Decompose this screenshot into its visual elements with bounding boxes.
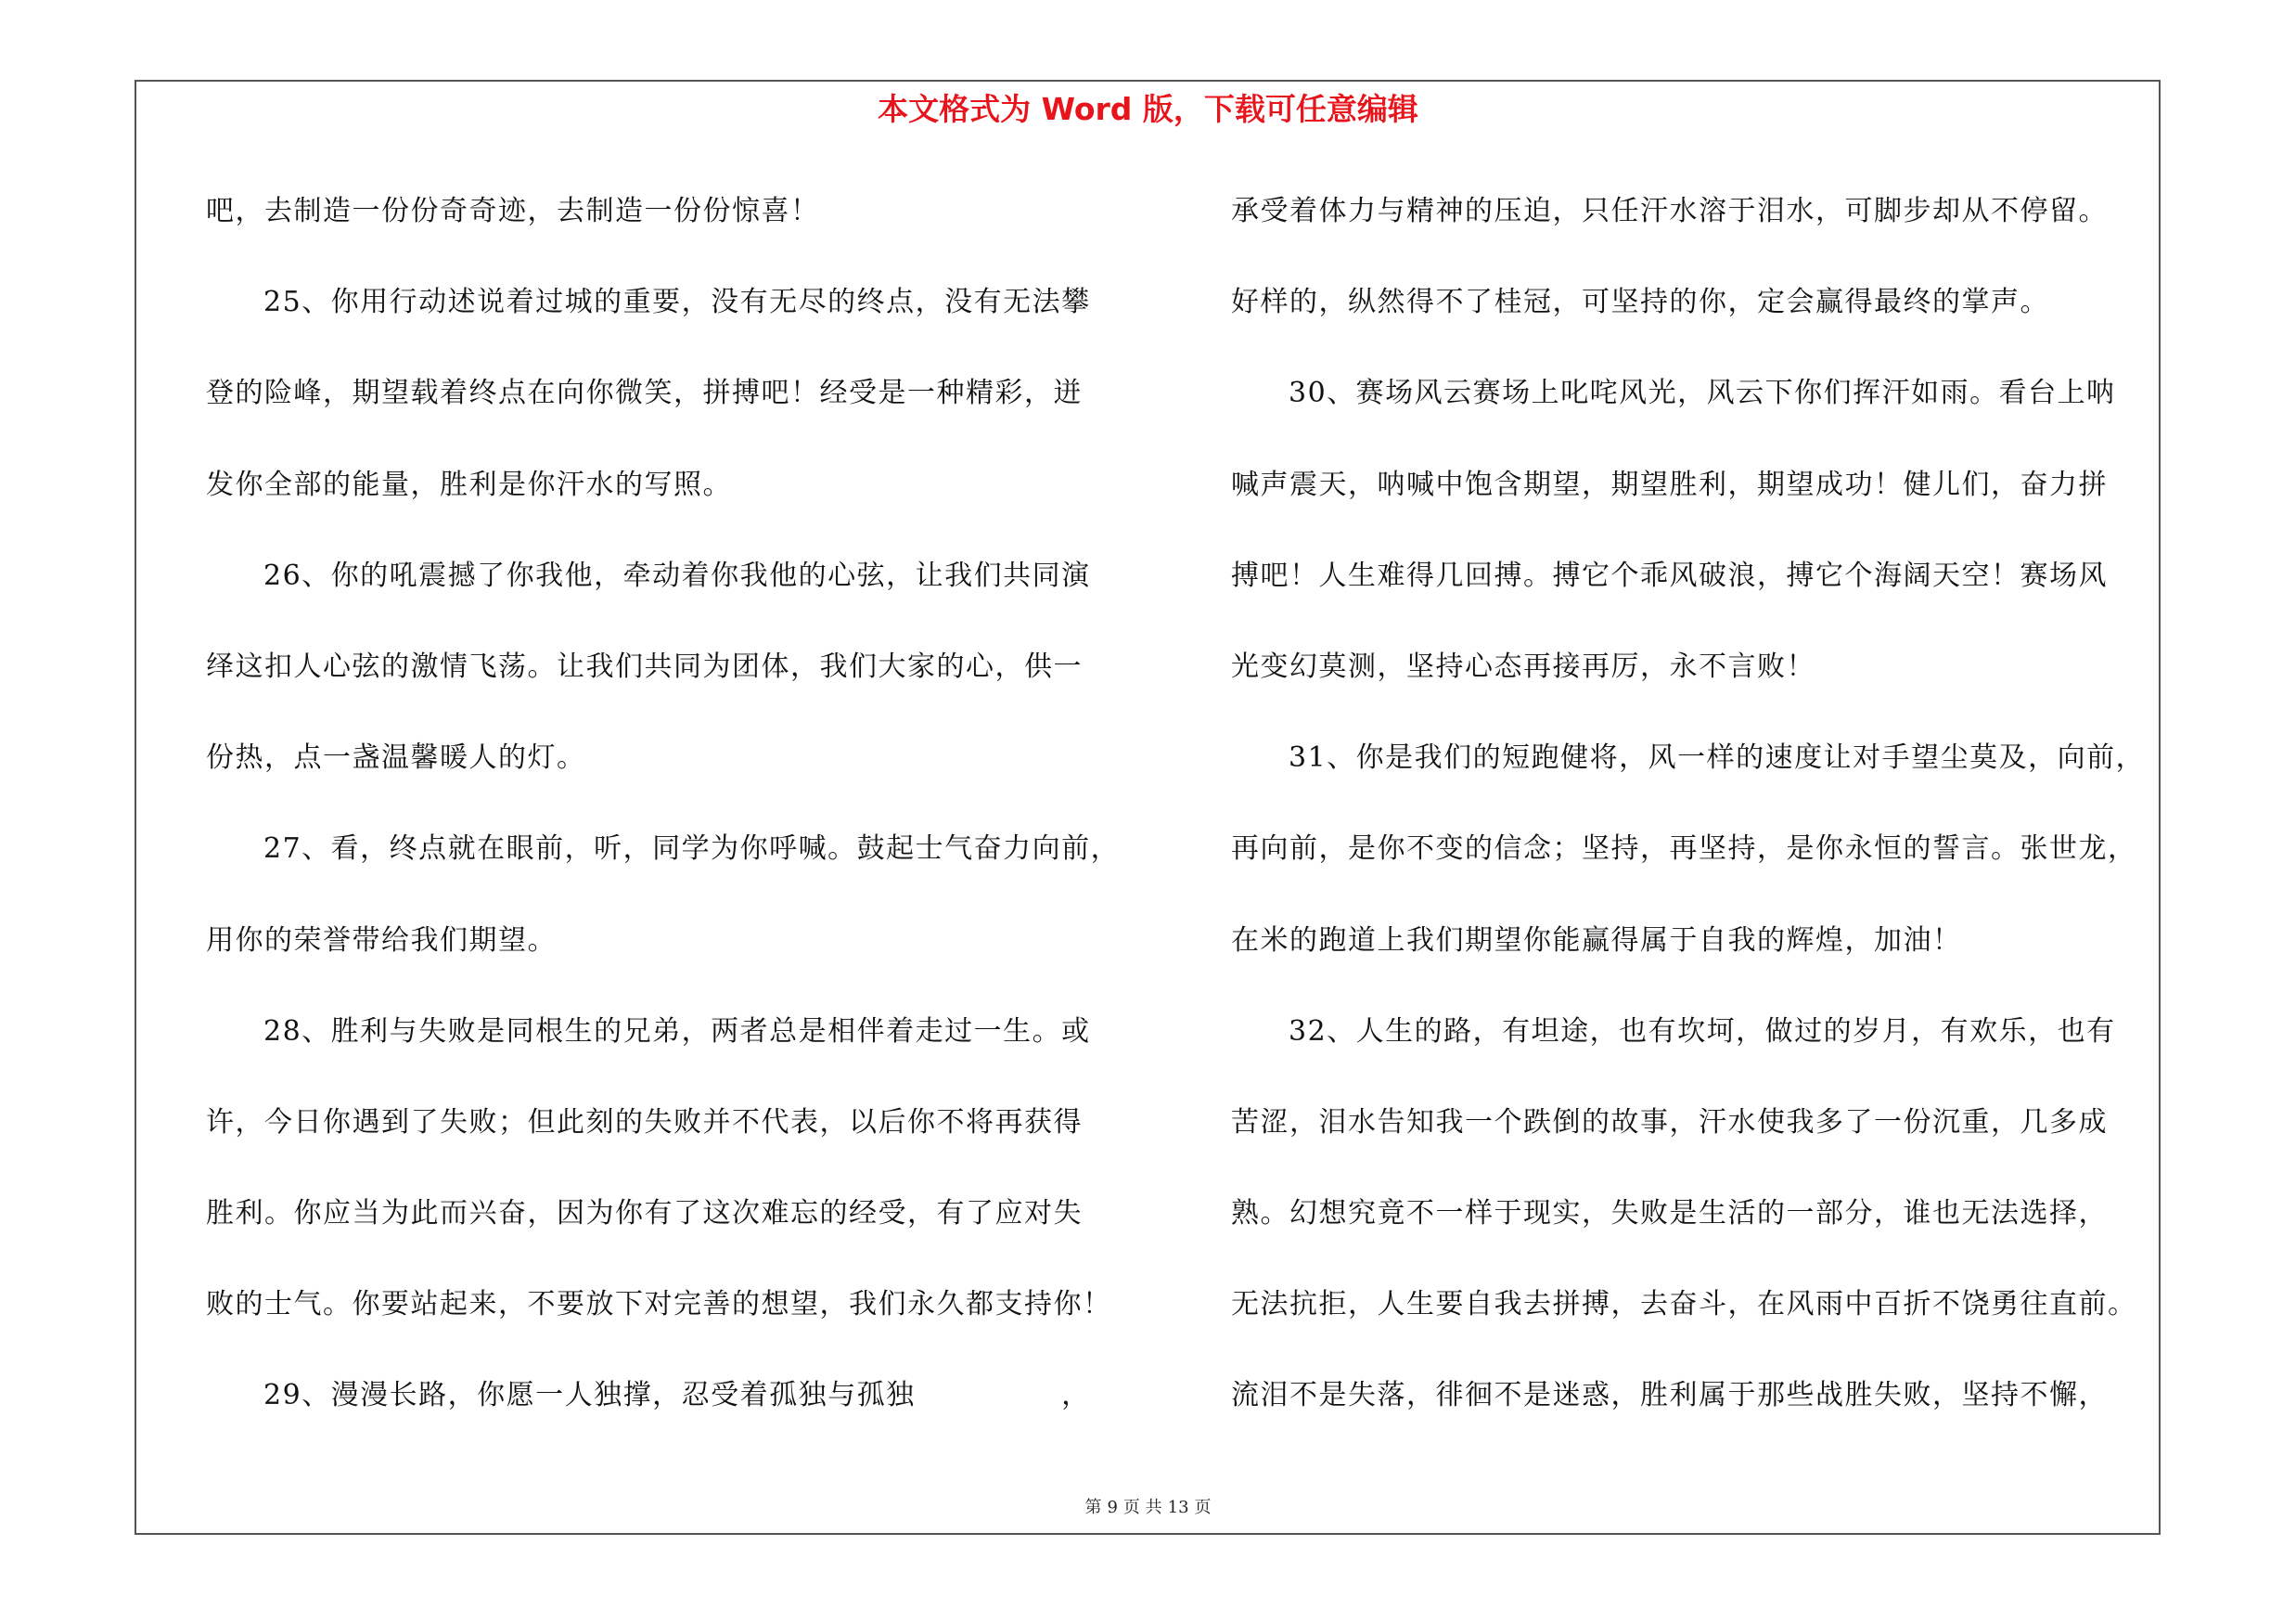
text-line: 在米的跑道上我们期望你能赢得属于自我的辉煌，加油！: [1231, 923, 1962, 957]
text-line: 喊声震天，呐喊中饱含期望，期望胜利，期望成功！健儿们，奋力拼: [1231, 468, 2108, 501]
page-title: 本文格式为 Word 版，下载可任意编辑: [878, 91, 1418, 127]
text-line: 28、胜利与失败是同根生的兄弟，两者总是相伴着走过一生。或: [263, 1014, 1091, 1048]
text-line: 25、你用行动述说着过城的重要，没有无尽的终点，没有无法攀: [263, 286, 1091, 319]
text-line: 搏吧！人生难得几回搏。搏它个乖风破浪，搏它个海阔天空！赛场风: [1231, 559, 2108, 592]
text-line: 发你全部的能量，胜利是你汗水的写照。: [206, 468, 732, 501]
text-line: 光变幻莫测，坚持心态再接再厉，永不言败！: [1231, 650, 1815, 683]
footer-current-page: 9: [1107, 1498, 1118, 1517]
text-line: 用你的荣誉带给我们期望。: [206, 923, 557, 957]
text-line: 31、你是我们的短跑健将，风一样的速度让对手望尘莫及，向前，: [1289, 741, 2146, 775]
text-line: 30、赛场风云赛场上叱咤风光，风云下你们挥汗如雨。看台上呐: [1289, 377, 2116, 410]
right-column: [1231, 186, 2145, 1462]
page-footer: [0, 1496, 2296, 1520]
footer-total-pages: 13: [1167, 1498, 1189, 1517]
text-line: 32、人生的路，有坦途，也有坎坷，做过的岁月，有欢乐，也有: [1289, 1014, 2116, 1048]
text-line: 流泪不是失落，徘徊不是迷惑，胜利属于那些战胜失败，坚持不懈，: [1231, 1379, 2108, 1412]
footer-mid: 页 共: [1122, 1498, 1162, 1517]
text-line: 登的险峰，期望载着终点在向你微笑，拼搏吧！经受是一种精彩，迸: [206, 377, 1083, 410]
text-line: 份热，点一盏温馨暖人的灯。: [206, 741, 586, 775]
text-line: 承受着体力与精神的压迫，只任汗水溶于泪水，可脚步却从不停留。: [1231, 195, 2108, 227]
text-line: 败的士气。你要站起来，不要放下对完善的想望，我们永久都支持你！: [206, 1288, 1112, 1321]
left-column: [206, 186, 1120, 1462]
text-line: 苦涩，泪水告知我一个跌倒的故事，汗水使我多了一份沉重，几多成: [1231, 1105, 2108, 1139]
text-line: 再向前，是你不变的信念；坚持，再坚持，是你永恒的誓言。张世龙，: [1231, 832, 2137, 866]
text-line: 熟。幻想究竟不一样于现实，失败是生活的一部分，谁也无法选择，: [1231, 1197, 2108, 1230]
text-line: 许，今日你遇到了失败；但此刻的失败并不代表，以后你不将再获得: [206, 1105, 1083, 1139]
footer-prefix: 第: [1084, 1498, 1102, 1517]
text-line: 29、漫漫长路，你愿一人独撑，忍受着孤独与孤独 ，: [263, 1379, 1091, 1412]
footer-suffix: 页: [1194, 1498, 1212, 1517]
text-line: 胜利。你应当为此而兴奋，因为你有了这次难忘的经受，有了应对失: [206, 1197, 1083, 1230]
text-line: 绎这扣人心弦的激情飞荡。让我们共同为团体，我们大家的心，供一: [206, 650, 1083, 683]
text-line: 无法抗拒，人生要自我去拼搏，去奋斗，在风雨中百折不饶勇往直前。: [1231, 1288, 2137, 1321]
text-line: 吧，去制造一份份奇奇迹，去制造一份份惊喜！: [206, 195, 820, 227]
text-line: 27、看，终点就在眼前，听，同学为你呼喊。鼓起士气奋力向前，: [263, 832, 1121, 866]
text-line: 好样的，纵然得不了桂冠，可坚持的你，定会赢得最终的掌声。: [1231, 286, 2049, 319]
text-line: 26、你的吼震撼了你我他，牵动着你我他的心弦，让我们共同演: [263, 559, 1091, 592]
